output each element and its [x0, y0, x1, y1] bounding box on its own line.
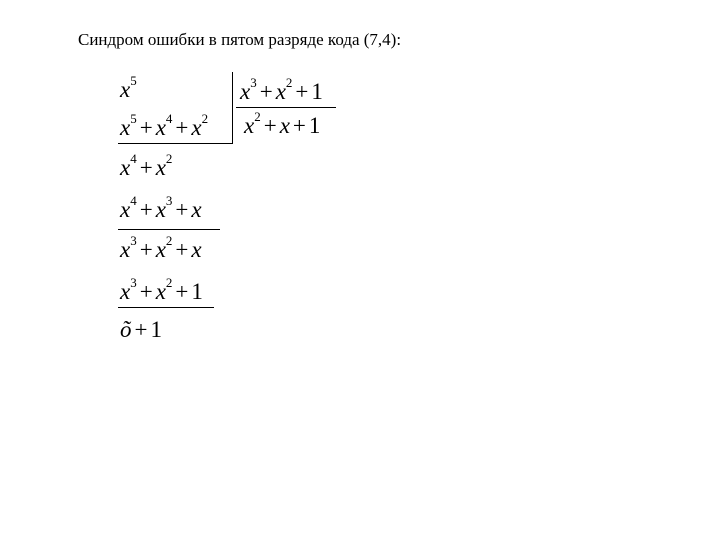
step1-remainder: $x^4 + x^2$	[120, 151, 173, 180]
step2-line	[118, 229, 220, 230]
syndrome-remainder: õ + 1	[120, 317, 162, 342]
step3-line	[118, 307, 214, 308]
step2-remainder: $x^3 + x^2 + x$	[120, 233, 202, 262]
page-title: Синдром ошибки в пятом разряде кода (7,4):	[78, 30, 402, 49]
step2-subtrahend: $x^4 + x^3 + x$	[120, 193, 202, 222]
step1-line	[118, 143, 232, 144]
quotient-divider-line	[236, 107, 336, 108]
dividend: $x^5$	[120, 73, 137, 102]
divisor: $x^2 + x + 1$	[244, 109, 321, 138]
step3-subtrahend: $x^3 + x^2 + 1$	[120, 275, 203, 304]
step1-subtrahend: $x^5 + x^4 + x^2$	[120, 111, 209, 140]
quotient: $x^3 + x^2 + 1$	[240, 75, 323, 104]
division-vertical-bar	[232, 72, 233, 144]
